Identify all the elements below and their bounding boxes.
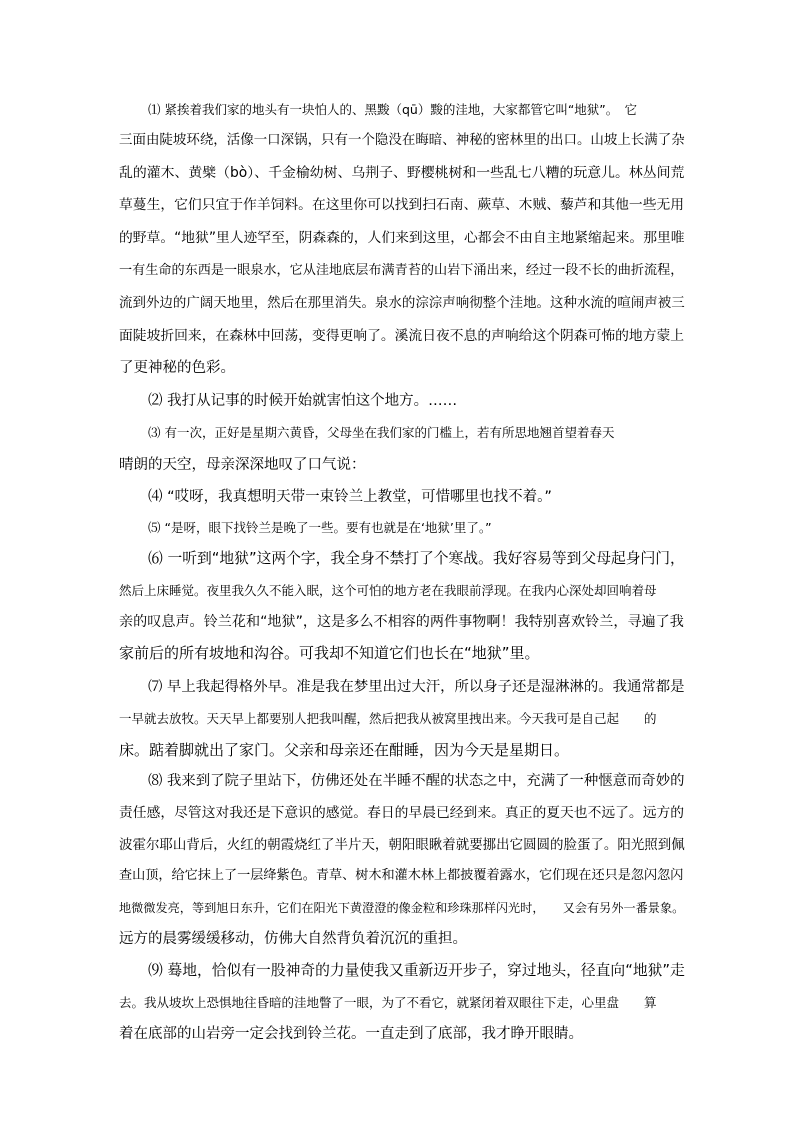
paragraph-5: ⑸ “是呀，眼下找铃兰是晚了一些。要有也就是在‘地狱’里了。” [148,520,492,535]
paragraph-6-line-2: 然后上床睡觉。夜里我久久不能入眠，这个可怕的地方老在我眼前浮现。在我内心深处却回响着母 [119,583,657,598]
paragraph-1-line-5: 的野草。“地狱”里人迹罕至，阴森森的，人们来到这里，心都会不由自主地紧缩起来。那里唯 [119,230,685,246]
paragraph-8-line-4: 查山顶，给它抹上了一层绛紫色。青草、树木和灌木林上都披覆着露水，它们现在还只是忽闪忽闪 [119,868,684,883]
paragraph-1-line-9: 了更神秘的色彩。 [119,360,235,376]
paragraph-1-line-3: 乱的灌木、黄檗（bò）、千金榆幼树、乌荆子、野樱桃树和一些乱七八糟的玩意儿。林丛间荒 [119,165,685,181]
paragraph-7-line-2: 一早就去放牧。天天早上都要别人把我叫醒，然后把我从被窝里拽出来。今天我可是自己起 的 [119,711,657,726]
paragraph-6-line-3: 亲的叹息声。铃兰花和“地狱”，这是多么不相容的两件事物啊！我特别喜欢铃兰，寻遍了我 [119,614,684,630]
paragraph-9-line-3: 着在底部的山岩旁一定会找到铃兰花。一直走到了底部，我才睁开眼睛。 [119,1026,583,1042]
paragraph-7-line-3: 床。踮着脚就出了家门。父亲和母亲还在酣睡，因为今天是星期日。 [119,741,570,759]
paragraph-8-line-2: 责任感，尽管这对我还是下意识的感觉。春日的早晨已经到来。真正的夏天也不远了。远方的 [119,805,685,821]
paragraph-1-line-6: 一有生命的东西是一眼泉水，它从洼地底层布满青苔的山岩下涌出来，经过一段不长的曲折流程， [119,263,684,278]
paragraph-3-line-2: 晴朗的天空，母亲深深地叹了口气说： [119,457,366,473]
paragraph-1-line-7: 流到外边的广阔天地里，然后在那里消失。泉水的淙淙声响彻整个洼地。这种水流的喧闹声被三 [119,295,685,311]
paragraph-1-line-2: 三面由陡坡环绕，活像一口深锅，只有一个隐没在晦暗、神秘的密林里的出口。山坡上长满了杂 [119,132,685,148]
paragraph-4: ⑷ “哎呀，我真想明天带一束铃兰上教堂，可惜哪里也找不着。” [148,489,552,505]
paragraph-8-line-5: 地微微发亮，等到旭日东升，它们在阳光下黄澄澄的像金粒和珍珠那样闪光时， 又会有另外一番景象。 [119,901,685,915]
paragraph-1-line-1: ⑴ 紧挨着我们家的地头有一块怕人的、黑黢（qū）黢的洼地，大家都管它叫“地狱”。 它 [148,102,638,117]
paragraph-8-line-1: ⑻ 我来到了院子里站下，仿佛还处在半睡不醒的状态之中，充满了一种惬意而奇妙的 [148,773,685,789]
paragraph-9-line-1: ⑼ 蓦地，恰似有一股神奇的力量使我又重新迈开步子，穿过地头，径直向“地狱”走 [148,962,685,979]
paragraph-3-line-1: ⑶ 有一次，正好是星期六黄昏，父母坐在我们家的门槛上，若有所思地翘首望着春天 [148,425,615,440]
paragraph-2: ⑵ 我打从记事的时候开始就害怕这个地方。…… [148,393,458,409]
paragraph-1-line-8: 面陡坡折回来，在森林中回荡，变得更响了。溪流日夜不息的声响给这个阴森可怖的地方蒙上 [119,328,685,344]
paragraph-7-line-1: ⑺ 早上我起得格外早。准是我在梦里出过大汗，所以身子还是湿淋淋的。我通常都是 [148,679,685,695]
paragraph-8-line-3: 波霍尔耶山背后，火红的朝霞烧红了半片天，朝阳眼瞅着就要挪出它圆圆的脸蛋了。阳光照到佩 [119,837,685,853]
paragraph-6-line-1: ⑹ 一听到“地狱”这两个字，我全身不禁打了个寒战。我好容易等到父母起身闩门， [148,550,685,567]
paragraph-8-line-6: 远方的晨雾缓缓移动，仿佛大自然背负着沉沉的重担。 [119,931,467,947]
paragraph-9-line-2: 去。我从坡坎上恐惧地往昏暗的洼地瞥了一眼，为了不看它，就紧闭着双眼往下走，心里盘 算 [119,995,657,1010]
paragraph-1-line-4: 草蔓生，它们只宜于作羊饲料。在这里你可以找到扫石南、蕨草、木贼、藜芦和其他一些无用 [119,197,685,213]
paragraph-6-line-4: 家前后的所有坡地和沟谷。可我却不知道它们也长在“地狱”里。 [119,644,540,662]
